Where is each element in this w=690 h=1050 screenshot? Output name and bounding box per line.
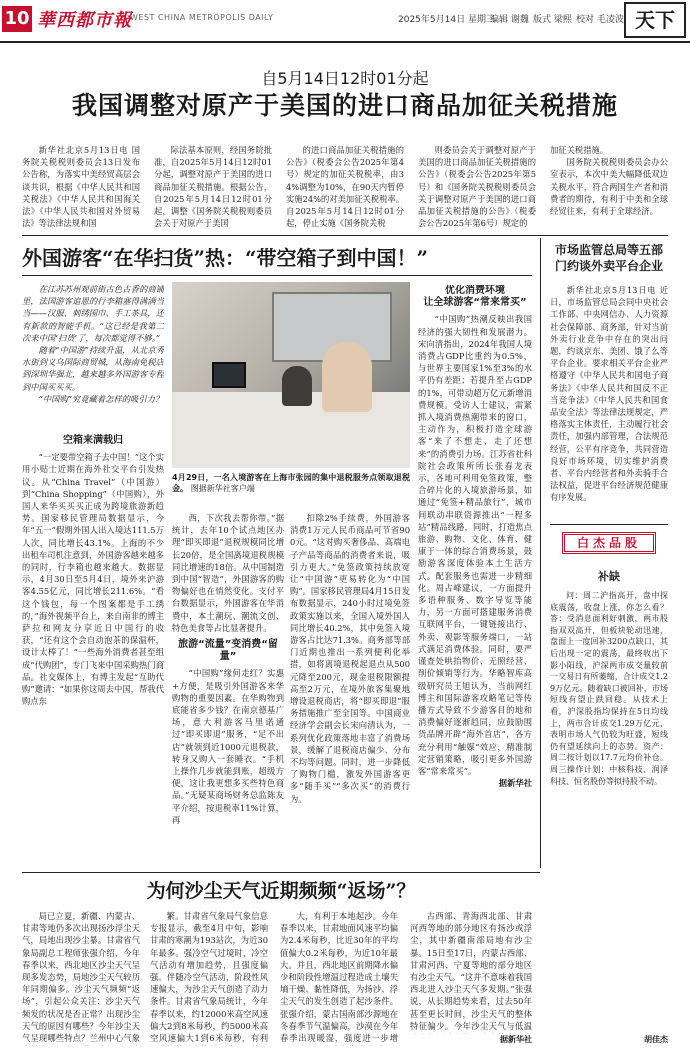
- article1-col3: 的进口商品加征关税措施的公告》（税委会公告2025年第4号）规定的加征关税税率，由34%调整为10%，在90天内暂停实施24%的对美加征关税税率。自2025年5月14日12时01分起，停止实施《国务院关税: [286, 145, 404, 229]
- article2-col-b: 西，下次我去帮你带。”据统计，去年10个试点地区办理“即买即退”退税规模同比增长20倍，是全国离境退税规模同比增速的18倍。从中国制造到中国“智造”，外国游客的购物偏好也在悄然变化。支付平台数据显示，外国游客在华消费中，本土潮玩、潮流文创、特色美食等占比显著提升。 旅游“流量”变消费“留量” “中国购”缘何走红？实惠+方便，是吸引外国游客来华购物的重要因素。在华购物到底能省多少钱？在南京德基广场，意大利游客马里诺通过“即买即退”服务，“足不出店”就领到近1000元退税款，转身又购入一套睡衣。“手机上操作几步就能到账，超级方便，这让我更想多买些特色商品。”无疑某商场财务总监陈友平介绍，按退税率11%计算，再: [172, 513, 284, 825]
- article1-col1: 新华社北京5月13日电 国务院关税税则委员会13日发布公告称，为落实中美经贸高层会谈共识，根据《中华人民共和国关税法》《中华人民共和国海关法》《中华人民共和国对外贸易法》等法律法规和国: [22, 145, 140, 229]
- article4-author: 胡佳杰: [644, 1035, 668, 1044]
- article4-title: 补缺: [598, 570, 620, 583]
- article5-col4: 古西部、青海西北部、甘肃河西等地的部分地区有扬沙或浮尘，其中新疆南部局地有沙尘暴。15日至17日，内蒙古西部、甘肃河西、宁夏等地的部分地区有沙尘天气。“这并不意味着我国西北进入沙尘天气多发期。”张强说，从长期趋势来看，过去50年甚至更长时间，沙尘天气的整体特征偏少。今年沙尘天气与低温: [410, 911, 532, 1031]
- column-badge-label: 白杰品股: [564, 534, 654, 552]
- editor: 编辑 谢魏: [490, 15, 529, 25]
- masthead: [0, 0, 690, 50]
- article5-col2: 繁。甘肃省气象局气象信息专报显示，截至4月中旬，影响甘肃的寒潮为193站次，为近30年最多。强冷空气过境时，冷空气活动有增加趋势，且强度偏强。伴随冷空气活动，阶段性风速偏大，为沙尘天气创造了动力条件。甘肃省气象局统计，今年春季以来，约12000米高空风速偏大2到8米每秒，约5000米高空风速偏大1到6米每秒，有利: [150, 911, 268, 1044]
- article2-photo-caption: 4月29日，一名入境游客在上海市张园的集中退税服务点领取退税金。 图据新华社客户端: [172, 473, 410, 493]
- article1-col2: 际法基本原则，经国务院批准，自2025年5月14日12时01分起，调整对原产于美国的进口商品加征关税措施。根据公告，自2025年5月14日12时01分起，调整《国务院关税税则委员会关于对原产于美国: [154, 145, 272, 229]
- article1-col4: 则委员会关于调整对原产于美国的进口商品加征关税措施的公告》（税委会公告2025年第5号）和《国务院关税税则委员会关于调整对原产于美国的进口商品加征关税措施的公告》（税委会公告2025年第6号）规定的: [418, 145, 536, 229]
- article2-subhead-1: 空箱来满载归: [63, 435, 123, 446]
- article2-subhead-3: 优化消费环境 让全球游客“常来常买”: [423, 285, 527, 309]
- paper-english-name: WEST CHINA METROPOLIS DAILY: [130, 13, 274, 22]
- divider-bottom: [22, 872, 540, 873]
- article2-credit: 据新华社: [498, 778, 532, 789]
- article2-col-a: 空箱来满载归 “一定要带空箱子去中国！”这个实用小贴士近期在海外社交平台引发热议。从“China Travel”（中国游）到“China Shopping”（中国购），外国人来华买买买正成为跨境旅游新趋势。国家移民管理局数据显示，今年“五一”假期外国人出入境达111.5万人次，同比增长43.1%。上海的不少出租车司机注意到，外国游客越来越多的同时，行李箱也越来越大。数据显示，4月30日至5月4日，境外来沪游客4.55亿元，同比增长211.6%。“看这个钱包，每一个图案都是手工绣的，”海外视频平台上，来自南非的博主萨拉和网友分享近日中国行的收获，“还有这个会自动泡茶的保温杯，设计太棒了！”一些海外消费者甚至组成“代购团”，专门飞来中国采购热门商品。社交媒体上，有博主发起“互助代购”邀请：“如果你这周去中国，帮我代购点东: [22, 435, 164, 707]
- article5-credit: 据新华社: [500, 1035, 532, 1044]
- article2-title-underline: [22, 275, 532, 276]
- article2-subhead-2: 旅游“流量”变消费“留量”: [178, 639, 278, 663]
- article2-col-c: 扣除2%手续费，外国游客消费1万元人民币商品可节省900元。“这对购买奢侈品、高端电子产品等商品的消费者来说，吸引力更大。”免签政策持续放宽让“中国游”更易转化为“中国购”。国家移民管理局4月15日发布数据显示，240小时过境免签政策实施以来，全国入境外国人同比增长40.2%，其中免签入境游客占比达71.3%。商务部等部门近期也推出一系列便利化举措，如将离境退税起退点从500元降至200元，现金退税限额提高至2万元，在境外旅客集聚地增设退税商店，将“即买即退”服务措施推广至全国等。中国商业经济学会副会长宋向清认为，一系列优化政策落地丰富了消费场景，缓解了退税商店偏少、分布不均等问题。同时，进一步降低了购物门槛，激发外国游客更多“随手买”“多次买”的消费行为。: [290, 513, 410, 804]
- photo-person: [322, 342, 372, 412]
- article5-col3: 大，有利于本地起沙。今年春季以来，甘肃地面风速平均偏为2.4米每秒，比近30年的平均值偏大0.2米每秒，为近10年最大。并且，西北地区前期降水偏少和阶段性增温过程造成土壤失墒干燥、黏性降低，为扬沙、浮尘天气的发生创造了起沙条件。张强介绍，蒙古国南部沙源地在冬春季节气温偏高，沙漠在今年春季出现暖湿，强度进一步增: [280, 911, 398, 1044]
- divider-top: [22, 235, 668, 236]
- article1-title: 我国调整对原产于美国的进口商品加征关税措施: [71, 91, 618, 120]
- proofreader: 校对 毛凌波: [576, 15, 624, 25]
- page-number: 10: [2, 6, 32, 32]
- article2-intro: 在江苏苏州观前街古色古香的商铺里，法国游客追恩的行李箱塞得满满当当——汉服、刺绣围巾、手工茶具，还有新款的智能手机。“这已经是我第二次来中国‘扫货’了，每次都觉得不够。” 随着“中国游”持续升温，从北京秀水街到义乌国际商贸城，从海南免税店到深圳华强北，越来越多外国游客专程到中国买买买。 “中国购”究竟藏着怎样的吸引力？: [22, 284, 164, 403]
- article1-kicker: 自5月14日12时01分起: [261, 69, 429, 88]
- designer: 版式 梁熙: [533, 15, 572, 25]
- article5-title: 为何沙尘天气近期频频“返场”？: [146, 880, 416, 902]
- article4-top-rule: [550, 524, 668, 525]
- masthead-rule: [0, 41, 690, 43]
- article4-body: 问：周二沪指高开，盘中探底震荡，收盘上涨，你怎么看？答：受消息面利好刺激，两市股指双双高开，但板块轮动迅速，盘面上一度回补3200点缺口，其后出现一定的震荡，最终收出下影小阳线，沪深两市成交量较前一交易日有所萎缩，合计成交1.29万亿元。随着缺口被回补，市场短线有望止跌回稳。从技术上看，沪深股指均保持在5日均线上，两市合计成交1.29万亿元，表明市场人气仍较为旺盛，短线仍有望延续向上的态势。资产：周二按计划以17.7元均价补仓。周三操作计划：中核科技、润泽科技、恒名股份等拟持股不动。: [550, 591, 668, 786]
- article2-col-d: 优化消费环境 让全球游客“常来常买” “中国购”热潮反映出我国经济的强大韧性和发展潜力。宋向清指出，2024年我国人境消费占GDP比重约为0.5%，与世界主要国家1%至3%的水平仍有差距；若提升至占GDP的1%，可带动超万亿元新增消费规模。受访人士建议，需紧抓入境消费热潮带来的窗口，主动作为，积极打造全球游客“来了不想走、走了还想来”的消费引力场。江苏省社科院社会政策所所长张春龙表示，各地可利用免签政策，整合碎片化的入境旅游场景，如通过“免签+精品旅行”，城市间联动串联资源推出“一程多站”精品线路，同时，打造焦点旅游、购物、文化、体育、健康于一体的综合消费场景，鼓励游客深度体验本土生活方式。配套服务也需进一步精细化。周占峰建议，一方面提升多语种服务、数字导览等能力，另一方面可搭建服务消费互联网平台，一键链接出行、外卖、观影等服务端口，一站式满足消费体验。同时，要严谨查处哄抬物价、无照经营、削价倾销等行为。华略智库高级研究员王旭认为，当前网红博主和国际游客攻略笔记等传播方式导致不少游客目的地和消费偏好逐渐趋同，应鼓励围货品牌开辟“海外首店”，各方充分利用“触媒”效应，精准制定营销策略，吸引更多外国游客“常来常买”。 据新华社: [418, 285, 532, 789]
- section-name: 天下: [624, 2, 686, 38]
- issue-date: 2025年5月14日 星期三: [398, 15, 495, 25]
- photo-person2: [282, 366, 312, 406]
- paper-logo: 華西都市報: [37, 10, 132, 31]
- article1-col5: 加征关税措施。 国务院关税税则委员会办公室表示，本次中美大幅降低双边关税水平，符合两国生产者和消费者的期待，有利于中美和全球经贸往来，有利于全球经济。: [550, 145, 668, 217]
- article3-body: 新华社北京5月13日电 近日，市场监管总局会同中央社会工作部、中央网信办、人力资源社会保障部、商务部，针对当前外卖行业竞争中存在的突出问题，约谈京东、美团、饿了么等平台企业。要求相关平台企业严格遵守《中华人民共和国电子商务法》《中华人民共和国反不正当竞争法》《中华人民共和国食品安全法》等法律法规规定，严格落实主体责任，主动履行社会责任，加强内部管理，合法规范经营，公平有序竞争，共同营造良好市场环境，切实维护消费者、平台内经营者和外卖骑手合法权益，促进平台经济规范健康有序发展。: [550, 285, 668, 503]
- vertical-divider: [540, 238, 541, 868]
- photo-screen: [212, 362, 246, 388]
- article5-col1: 局已立夏，新疆、内蒙古、甘肃等地仍多次出现扬沙浮尘天气，局地出现沙尘暴。甘肃省气象局副总工程师张强介绍，今年春季以来，西北地区沙尘天气呈现多发态势，局地沙尘天气较历年同期偏多。沙尘天气频频“返场”，引起公众关注：沙尘天气频发的状况是否正常？出现沙尘天气的原因有哪些？今年沙尘天气呈现哪些特点？兰州中心气象: [22, 911, 140, 1044]
- article2-title: 外国游客“在华扫货”热：“带空箱子到中国！”: [22, 246, 429, 270]
- column-badge: [562, 532, 656, 554]
- article3-title: 市场监管总局等五部门约谈外卖平台企业: [554, 243, 663, 273]
- article2-photo: [172, 282, 410, 468]
- photo-credit: 图据新华社客户端: [190, 484, 255, 493]
